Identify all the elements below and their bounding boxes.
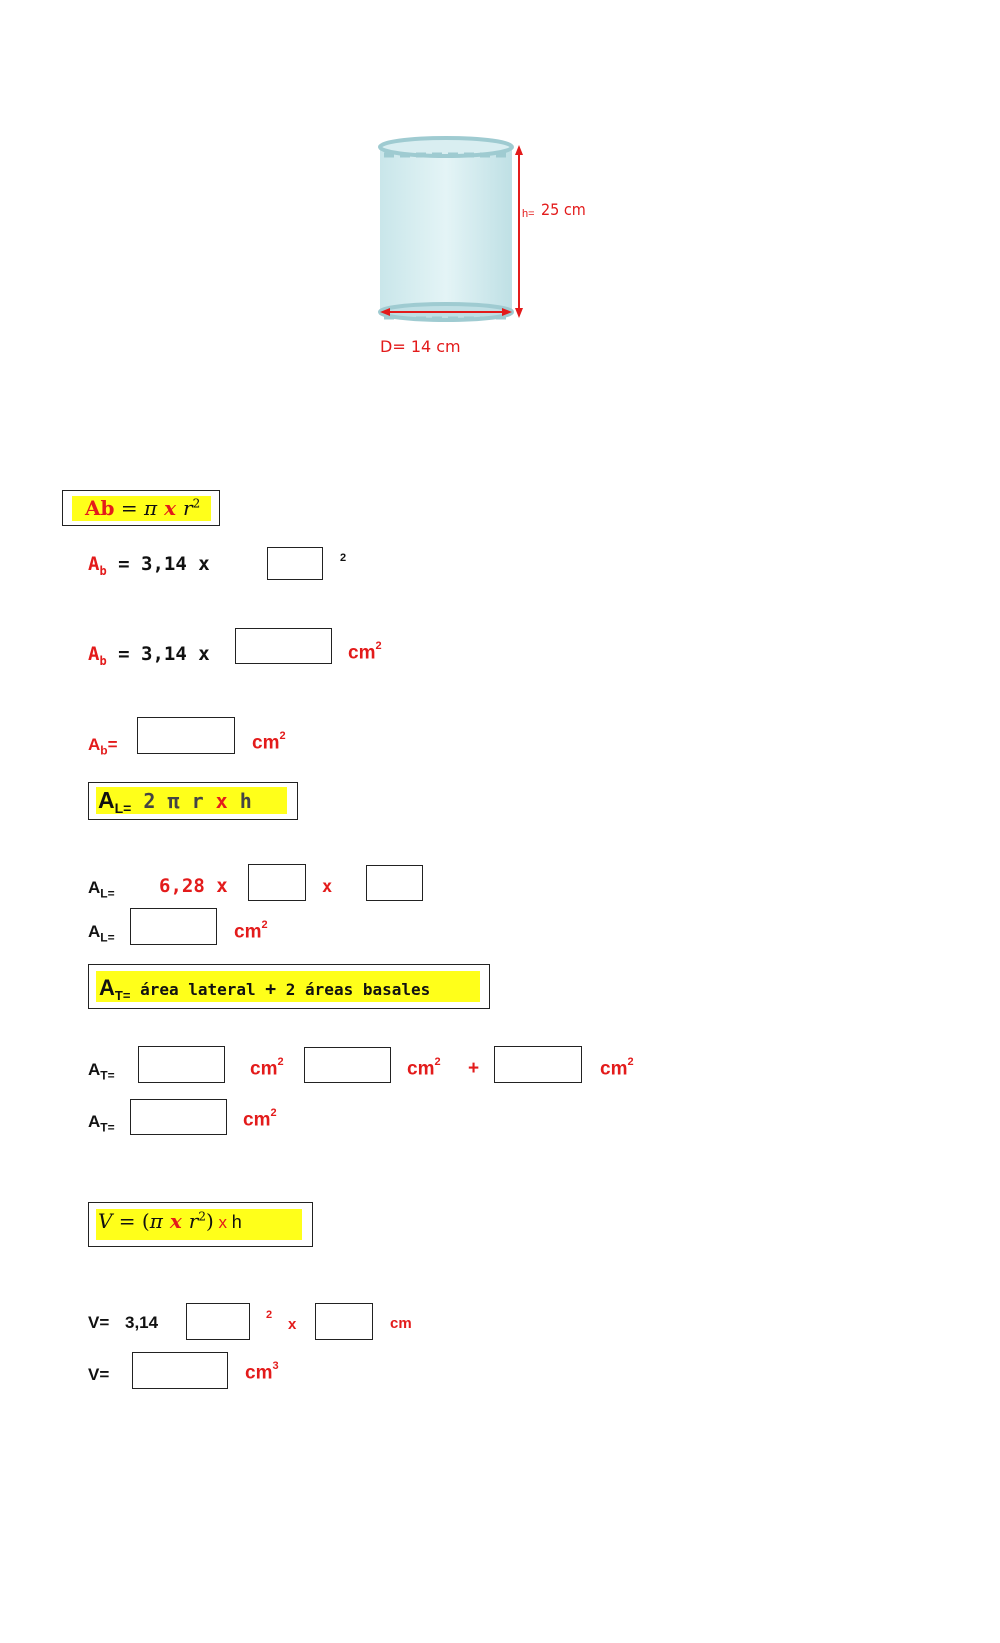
volume-radius-input[interactable] <box>186 1303 250 1340</box>
radius-squared-input[interactable] <box>235 628 332 664</box>
row6-unit1: $cm^2$ <box>250 1056 284 1080</box>
total-area-term1-input[interactable] <box>138 1046 225 1083</box>
row1-text: = 3,14 x <box>106 553 210 575</box>
row6-plus: + <box>468 1058 480 1079</box>
row8-times: x <box>288 1316 297 1333</box>
formula-r: r <box>183 496 193 520</box>
formula-pi: π <box>144 496 158 520</box>
row8-label: V= <box>88 1313 110 1332</box>
lateral-height-input[interactable] <box>366 865 423 901</box>
row2-unit: $cm^2$ <box>348 640 382 664</box>
total-area-term3-input[interactable] <box>494 1046 582 1083</box>
total-area-input[interactable] <box>130 1099 227 1135</box>
row5-label: $A_{L=}$ <box>88 922 115 945</box>
row9-label: V= <box>88 1365 110 1384</box>
row6-unit2: $cm^2$ <box>407 1056 441 1080</box>
base-area-input[interactable] <box>137 717 235 754</box>
volume-height-input[interactable] <box>315 1303 373 1340</box>
radius-input[interactable] <box>267 547 323 580</box>
row8-exponent: 2 <box>266 1309 273 1321</box>
row3-label: $A_b=$ <box>88 735 118 758</box>
formula-eq: = <box>114 496 144 520</box>
row1-label: $A_b$ <box>88 553 107 578</box>
height-label: h= <box>522 208 535 220</box>
lateral-area-formula: $A_{L=}$ 2 π r x h <box>98 787 252 816</box>
volume-formula: V = (π x $r^2$) x h <box>98 1209 242 1233</box>
base-area-formula <box>85 496 200 520</box>
row8-unit: cm <box>390 1315 412 1332</box>
row4-times: x <box>322 877 333 897</box>
height-value: 25 cm <box>541 200 586 219</box>
formula-ab: Ab <box>85 496 115 520</box>
formula-times: x <box>157 496 184 520</box>
row2-label: $A_b$ <box>88 643 107 668</box>
formula-exp: 2 <box>192 496 201 511</box>
row6-label: $A_{T=}$ <box>88 1060 115 1083</box>
row5-unit: $cm^2$ <box>234 919 268 943</box>
total-area-formula: $A_{T=}$ área lateral + 2 áreas basales <box>99 975 431 1003</box>
row1-exponent: 2 <box>340 552 347 564</box>
row8-value: 3,14 <box>125 1313 159 1332</box>
row9-unit: $cm^3$ <box>245 1360 279 1384</box>
row7-label: $A_{T=}$ <box>88 1112 115 1135</box>
row6-unit3: $cm^2$ <box>600 1056 634 1080</box>
row2-expression <box>88 643 210 668</box>
lateral-radius-input[interactable] <box>248 864 306 901</box>
row4-label: $A_{L=}$ <box>88 878 115 901</box>
volume-input[interactable] <box>132 1352 228 1389</box>
row3-unit: $cm^2$ <box>252 730 286 754</box>
row1-expression <box>88 553 210 578</box>
row4-text: 6,28 x <box>159 875 228 897</box>
lateral-area-input[interactable] <box>130 908 217 945</box>
diameter-label: D= 14 cm <box>380 337 461 356</box>
row2-text: = 3,14 x <box>106 643 210 665</box>
total-area-term2-input[interactable] <box>304 1047 391 1083</box>
row7-unit: $cm^2$ <box>243 1107 277 1131</box>
